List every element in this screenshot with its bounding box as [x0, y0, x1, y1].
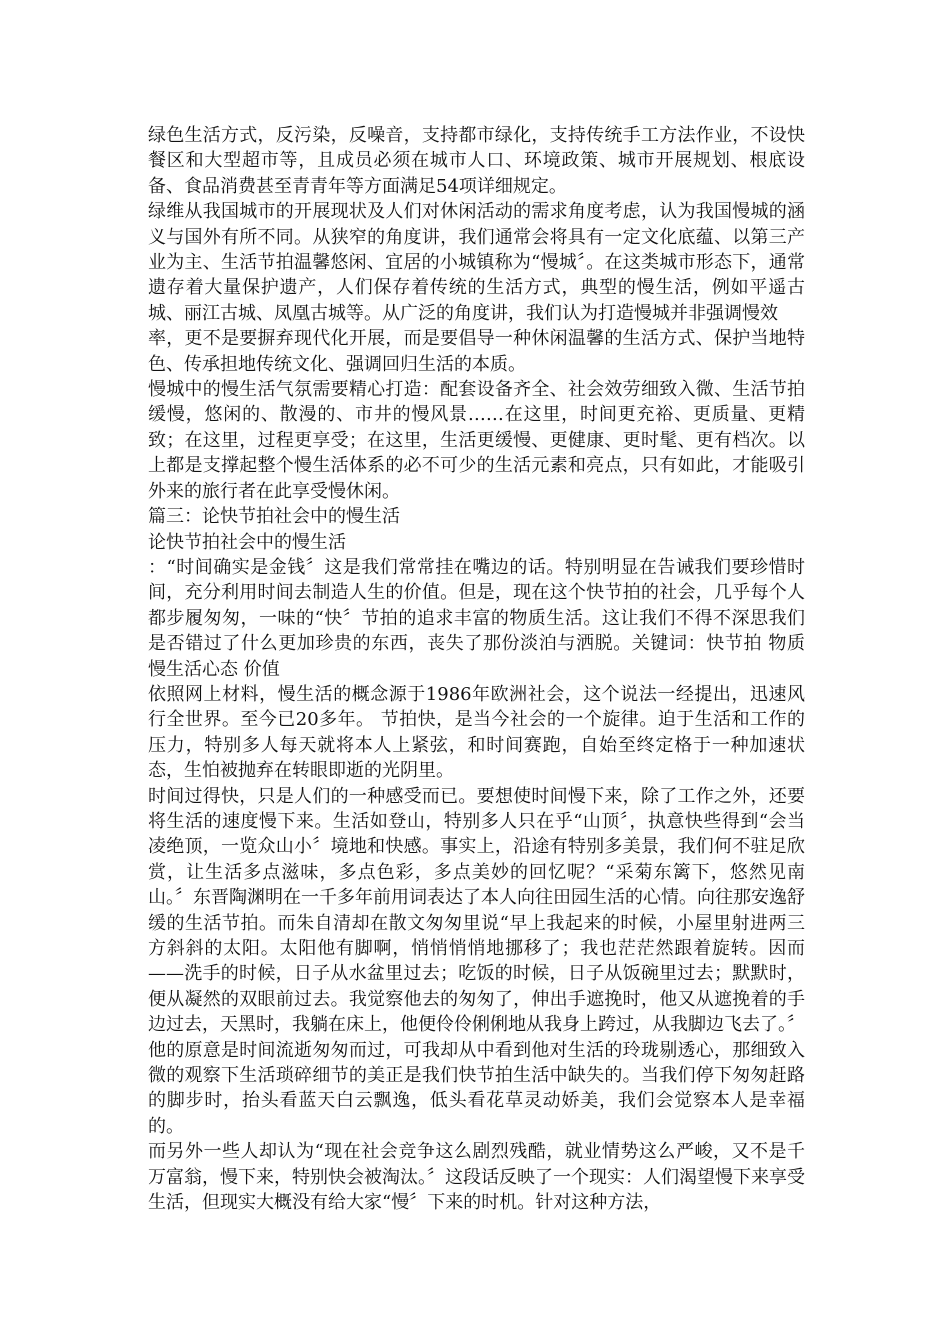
paragraph-slow-life-atmosphere: 慢城中的慢生活气氛需要精心打造：配套设备齐全、社会效劳细致入微、生活节拍缓慢，悠闲的、散漫的、市井的慢风景……在这里，时间更充裕、更质量、更精致；在这里，过程更享受；在这里，生活更缓慢、更健康、更时髦、更有档次。以上都是支撑起整个慢生活体系的必不可少的生活元素和亮点，只有如此，才能吸引外来的旅行者在此享受慢休闲。 [148, 379, 805, 502]
paragraph-competition-view: 而另外一些人却认为“现在社会竞争这么剧烈残酷，就业情势这么严峻，又不是千万富翁，慢下来，特别快会被淘汰。〞这段话反映了一个现实：人们渴望慢下来享受生活，但现实大概没有给大家“慢〞下来的时机。针对这种方法， [148, 1141, 805, 1214]
paragraph-slow-city-rules: 绿色生活方式，反污染，反噪音，支持都市绿化，支持传统手工方法作业，不设快餐区和大型超市等，且成员必须在城市人口、环境政策、城市开展规划、根底设备、食品消费甚至青青年等方面满足54项详细规定。 [148, 125, 805, 197]
paragraph-slow-city-purpose: 率，更不是要摒弃现代化开展，而是要倡导一种休闲温馨的生活方式、保护当地特色、传承担地传统文化、强调回归生活的本质。 [148, 328, 805, 375]
article-title: 论快节拍社会中的慢生活 [148, 531, 346, 553]
paragraph-time-perception: 时间过得快，只是人们的一种感受而已。要想使时间慢下来，除了工作之外，还要将生活的速度慢下来。生活如登山，特别多人只在乎“山顶〞，执意快些得到“会当凌绝顶，一览众山小〞境地和快感。事实上，沿途有特别多美景，我们何不驻足欣赏，让生活多点滋味，多点色彩，多点美妙的回忆呢？“采菊东篱下，悠然见南山。〞东晋陶渊明在一千多年前用词表达了本人向往田园生活的心情。向往那安逸舒缓的生活节拍。而朱自清却在散文匆匆里说“早上我起来的时候，小屋里射进两三方斜斜的太阳。太阳他有脚啊，悄悄悄悄地挪移了；我也茫茫然跟着旋转。因而——洗手的时候，日子从水盆里过去；吃饭的时候，日子从饭碗里过去；默默时，便从凝然的双眼前过去。我觉察他去的匆匆了，伸出手遮挽时，他又从遮挽着的手边过去，天黑时，我躺在床上，他便伶伶俐俐地从我身上跨过，从我脚边飞去了。〞他的原意是时间流逝匆匆而过，可我却从中看到他对生活的玲珑剔透心，那细致入微的观察下生活琐碎细节的美正是我们快节拍生活中缺失的。当我们停下匆匆赶路的脚步时，抬头看蓝天白云飘逸，低头看花草灵动娇美，我们会觉察本人是幸福的。 [148, 785, 805, 1137]
paragraph-abstract-keywords: ：“时间确实是金钱〞这是我们常常挂在嘴边的话。特别明显在告诫我们要珍惜时间，充分利用时间去制造人生的价值。但是，现在这个快节拍的社会，几乎每个人都步履匆匆，一味的“快〞节拍的追求丰富的物质生活。这让我们不得不深思我们是否错过了什么更加珍贵的东西，丧失了那份淡泊与洒脱。关键词：快节拍 物质 慢生活心态 价值 [148, 556, 805, 680]
section-heading: 篇三：论快节拍社会中的慢生活 [148, 506, 400, 528]
paragraph-slow-city-meaning: 绿维从我国城市的开展现状及人们对休闲活动的需求角度考虑，认为我国慢城的涵义与国外有所不同。从狭窄的角度讲，我们通常会将具有一定文化底蕴、以第三产业为主、生活节拍温馨悠闲、宜居的小城镇称为“慢城〞。在这类城市形态下，通常遗存着大量保护遗产，人们保存着传统的生活方式，典型的慢生活，例如平遥古城、丽江古城、凤凰古城等。从广泛的角度讲，我们认为打造慢城并非强调慢效 [148, 201, 805, 324]
document-page [148, 123, 805, 1215]
paragraph-slow-life-origin: 依照网上材料，慢生活的概念源于1986年欧洲社会，这个说法一经提出，迅速风行全世界。至今已20多年。 节拍快，是当今社会的一个旋律。迫于生活和工作的压力，特别多人每天就将本人上紧弦，和时间赛跑，自始至终定格于一种加速状态，生怕被抛弃在转眼即逝的光阴里。 [148, 683, 805, 782]
